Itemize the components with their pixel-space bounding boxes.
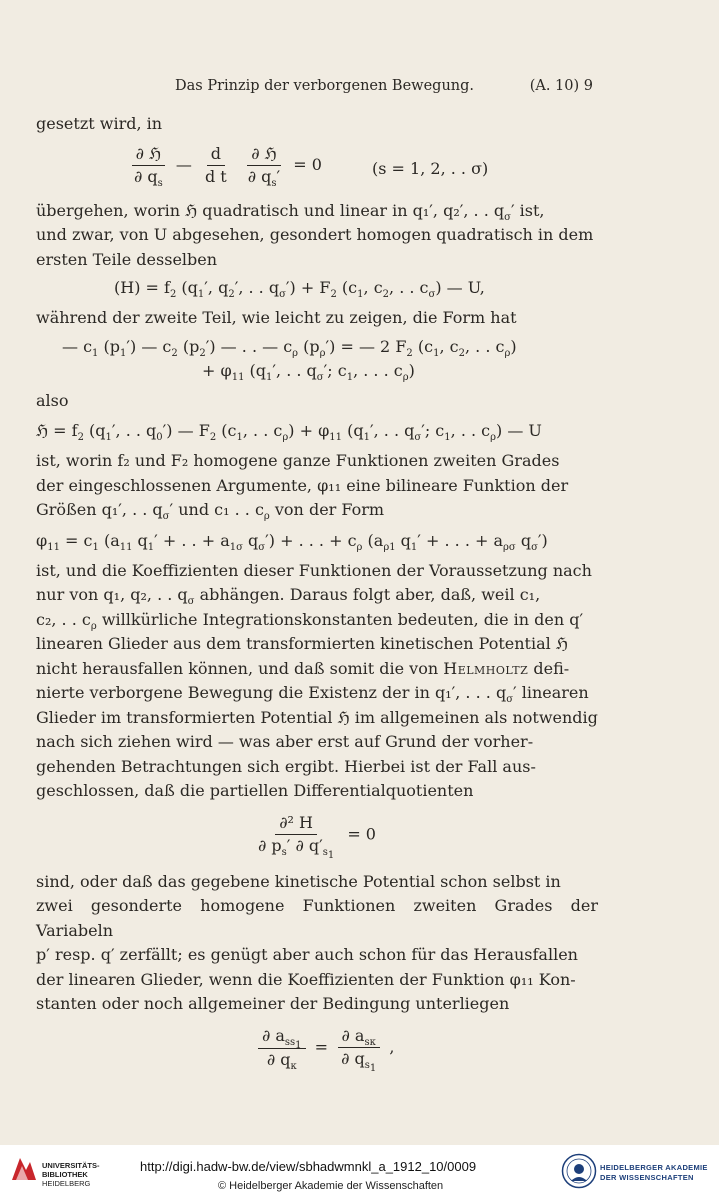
equation-H: $(H) = f_2$ ($q_1'$, $q_2'$, . . $q_\sigma') + F_2$ ($c_1$, $c_2$, . . $c_\sigma$) — U,	[114, 278, 485, 301]
library-name: UNIVERSITÄTS- BIBLIOTHEK HEIDELBERG	[42, 1161, 100, 1188]
page-header	[0, 76, 719, 100]
equation-partial: $\frac{\text{∂² H}}{\partial p_s' \partial q'_{s_1}}$ = 0	[258, 812, 376, 861]
academy-name: HEIDELBERGER AKADEMIE DER WISSENSCHAFTEN	[600, 1163, 708, 1182]
equation-H-full: ℌ = $f_2$ ($q_1'$, . . $q_0'$) — $F_2$ ($c_1$, . . $c_\rho) + \varphi_{11}$ ($q_1'$, . . $q_\sigma'$; $c_1$, . . $c_\rho$) — U	[36, 421, 542, 444]
paragraph: ist, und die Koeffizienten dieser Funktionen der Voraussetzung nach nur von q₁, q₂, . . $q_\sigma$ abhängen. Daraus folgt aber, daß, weil c₁, c₂, . . $c_\rho$ willkürliche Integrationskonstanten bedeuten, die in den q′ linearen Glieder aus dem transformierten kinetischen Potential ℌ nicht herausfallen können, und daß somit die von Helmholtz defi- nierte verborgene Bewegung die Existenz der in q₁′, . . . $q_\sigma'$ linearen Glieder im transformierten Potential ℌ im allgemeinen als notwendig nach sich ziehen wird — was aber erst auf Grund der vorher- gehenden Betrachtungen sich ergibt. Hierbei ist der Fall aus- geschlossen, daß die partiellen Differentialquotienten	[36, 560, 598, 800]
page-body	[36, 112, 598, 1081]
paragraph: während der zweite Teil, wie leicht zu zeigen, die Form hat	[36, 308, 517, 327]
page-number: (A. 10) 9	[529, 78, 593, 94]
page-footer	[0, 1145, 719, 1200]
equation-lagrange: $\frac{\text{∂ ℌ}}{\partial q_s}$ — $\frac{d}{\text{d t}}$ $\frac{\text{∂ ℌ}}{\partial q_s'}$ = 0 (s = 1, 2, . . σ)	[36, 141, 598, 195]
copyright-notice: © Heidelberger Akademie der Wissenschaften	[218, 1180, 444, 1192]
paragraph: also	[36, 390, 69, 410]
paragraph: ist, worin f₂ und F₂ homogene ganze Funktionen zweiten Grades der eingeschlossenen Argumente, φ₁₁ eine bilineare Funktion der Größen q₁′, . . $q_\sigma'$ und c₁ . . $c_\rho$ von der Form	[36, 451, 569, 523]
running-title: Das Prinzip der verborgenen Bewegung.	[175, 78, 475, 94]
equation-second-part: — $c_1$ $(p_1')$ — $c_2$ $(p_2')$ — . . — $c_\rho$ $(p_\rho')$ = — 2 $F_2$ ($c_1$, $c_2$, . . $c_\rho$) + $\varphi_{11}$ ($q_1'$, . . $q_\sigma'$; $c_1$, . . . $c_\rho$)	[62, 336, 517, 383]
permalink-url[interactable]: http://digi.hadw-bw.de/view/sbhadwmnkl_a_1912_10/0009	[140, 1159, 477, 1174]
university-library-logo-icon	[8, 1152, 40, 1184]
equation-phi: $\varphi_{11} = c_1$ ($a_{11}$ $q_1'$ + . . + $a_{1\sigma}$ $q_\sigma'$) + . . . + $c_\rho$ ($a_{\rho 1}$ $q_1'$ + . . . + $a_{\rho\sigma}$ $q_\sigma'$)	[36, 530, 548, 553]
paragraph: gesetzt wird, in	[36, 114, 163, 133]
author-name: Helmholtz	[443, 658, 529, 678]
paragraph: übergehen, worin ℌ quadratisch und linear in q₁′, q₂′, . . $q_\sigma'$ ist, und zwar, von U abgesehen, gesondert homogen quadratisch in dem ersten Teile desselben	[36, 200, 594, 269]
paragraph: sind, oder daß das gegebene kinetische Potential schon selbst in zwei gesonderte homogene Funktionen zweiten Grades der Variabeln p′ resp. q′ zerfällt; es genügt aber auch schon für das Herausfallen der linearen Glieder, wenn die Koeffizienten der Funktion φ₁₁ Kon- stanten oder noch allgemeiner der Bedingung unterliegen	[36, 871, 598, 1013]
academy-seal-icon	[561, 1153, 597, 1189]
equation-condition-a: $\frac{\partial a_{ss_1}}{\partial q_\kappa}$ = $\frac{\partial a_{s\kappa}}{\partial q_{s_1}}$ ,	[36, 1021, 598, 1077]
equation-condition: (s = 1, 2, . . σ)	[372, 158, 489, 178]
